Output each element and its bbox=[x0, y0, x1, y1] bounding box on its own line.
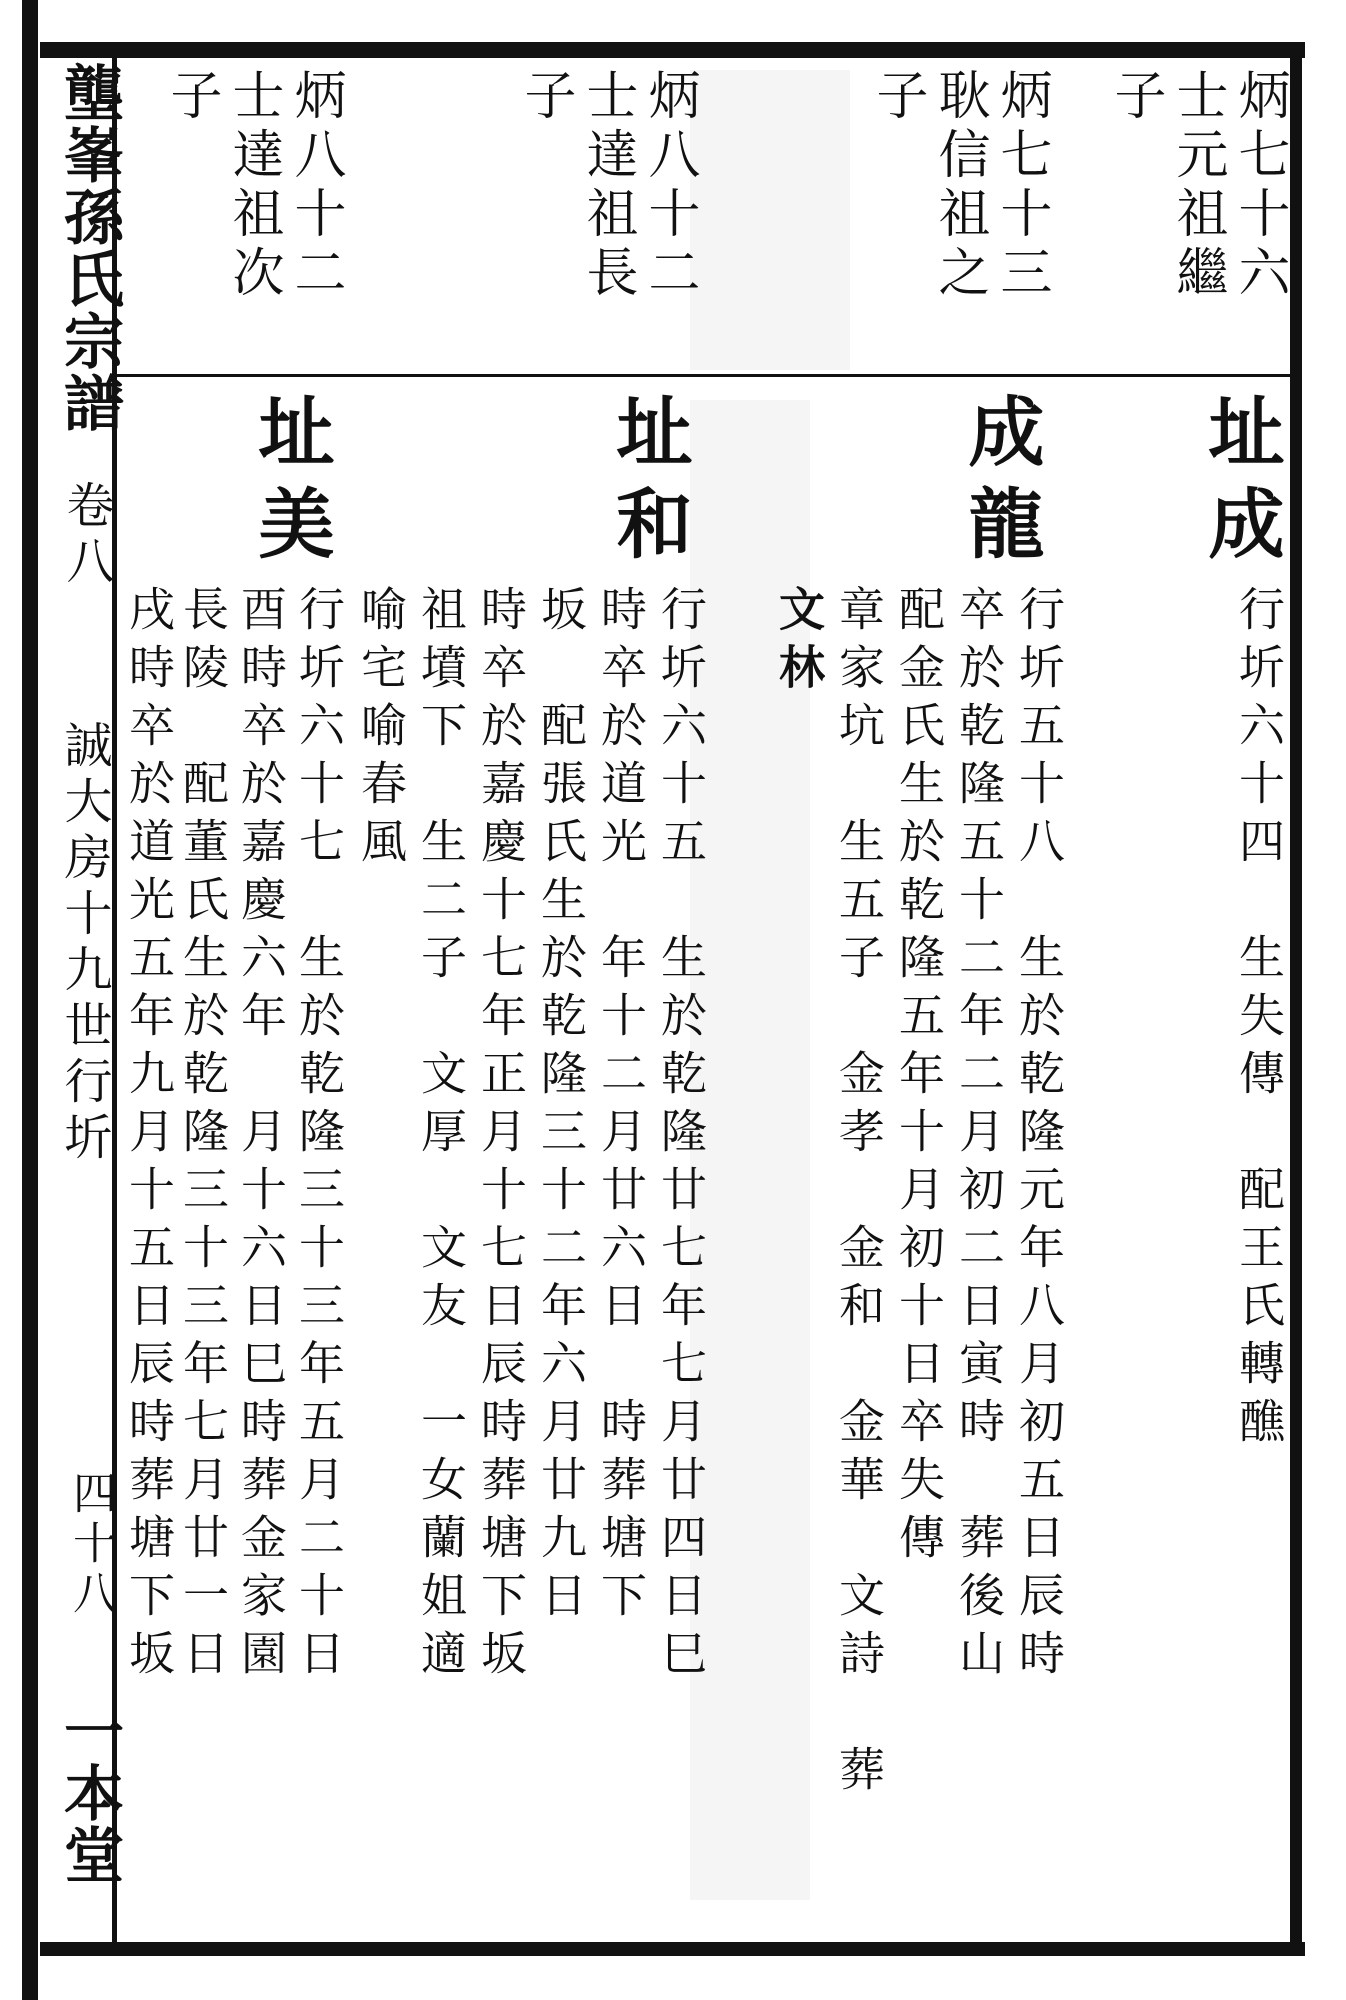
father-line-2: 士達祖長 bbox=[577, 68, 637, 304]
father-line-1: 炳七十三 bbox=[991, 68, 1051, 304]
person-name: 址美 bbox=[246, 392, 335, 576]
bio-line: 酉時卒於嘉慶六年 月十六日巳時葬金家園 bbox=[234, 585, 288, 1687]
father-line-2: 士元祖繼 bbox=[1167, 68, 1227, 304]
bio-line: 行圻六十五 生於乾隆廿七年七月廿四日巳 bbox=[654, 585, 708, 1687]
header-divider bbox=[117, 374, 1290, 377]
bio-line: 配金氏生於乾隆五年十月初十日卒失傳 bbox=[892, 585, 946, 1571]
top-border bbox=[40, 42, 1305, 58]
father-line-3: 子 bbox=[867, 68, 927, 127]
father-line-3: 子 bbox=[515, 68, 575, 127]
father-line-1: 炳八十二 bbox=[285, 68, 345, 304]
bio-line: 文林 bbox=[772, 585, 826, 701]
bio-line: 時卒於道光 年十二月廿六日 時葬塘下 bbox=[594, 585, 648, 1629]
person-name: 址成 bbox=[1196, 392, 1285, 576]
father-line-2: 士達祖次 bbox=[223, 68, 283, 304]
father-line-3: 子 bbox=[161, 68, 221, 127]
father-line-1: 炳七十六 bbox=[1229, 68, 1289, 304]
bio-line: 卒於乾隆五十二年二月初二日寅時 葬後山 bbox=[952, 585, 1006, 1687]
hall-name: 一本堂 bbox=[54, 1700, 124, 1886]
person-name: 址和 bbox=[604, 392, 693, 576]
bio-line: 時卒於嘉慶十七年正月十七日辰時葬塘下坂 bbox=[474, 585, 528, 1687]
bio-line: 行圻六十七 生於乾隆三十三年五月二十日 bbox=[292, 585, 346, 1687]
lineage-label: 誠大房十九世行圻 bbox=[56, 720, 112, 1168]
bio-line: 喻宅喻春風 bbox=[354, 585, 408, 875]
binding-edge bbox=[22, 0, 38, 2000]
bio-line: 戌時卒於道光五年九月十五日辰時葬塘下坂 bbox=[122, 585, 176, 1687]
bio-line: 坂 配張氏生於乾隆三十二年六月廿九日 bbox=[534, 585, 588, 1629]
bio-line: 祖墳下 生二子 文厚 文友 一女蘭姐適 bbox=[414, 585, 468, 1687]
father-line-1: 炳八十二 bbox=[639, 68, 699, 304]
father-line-3: 子 bbox=[1105, 68, 1165, 127]
person-name: 成龍 bbox=[956, 392, 1045, 576]
bio-line: 行圻六十四 生失傳 配王氏轉醮 bbox=[1232, 585, 1286, 1455]
bio-line: 行圻五十八 生於乾隆元年八月初五日辰時 bbox=[1012, 585, 1066, 1687]
father-line-2: 耿信祖之 bbox=[929, 68, 989, 304]
bottom-border bbox=[40, 1942, 1305, 1956]
bio-line: 章家坑 生五子 金孝 金和 金華 文詩 葬 bbox=[832, 585, 886, 1803]
bio-line: 長陵 配董氏生於乾隆三十三年七月廿一日 bbox=[176, 585, 230, 1687]
volume-label: 卷八 bbox=[58, 480, 114, 592]
book-title: 壟峯孫氏宗譜 bbox=[54, 62, 124, 434]
page-number: 四十八 bbox=[65, 1470, 116, 1620]
right-border bbox=[1290, 42, 1302, 1956]
